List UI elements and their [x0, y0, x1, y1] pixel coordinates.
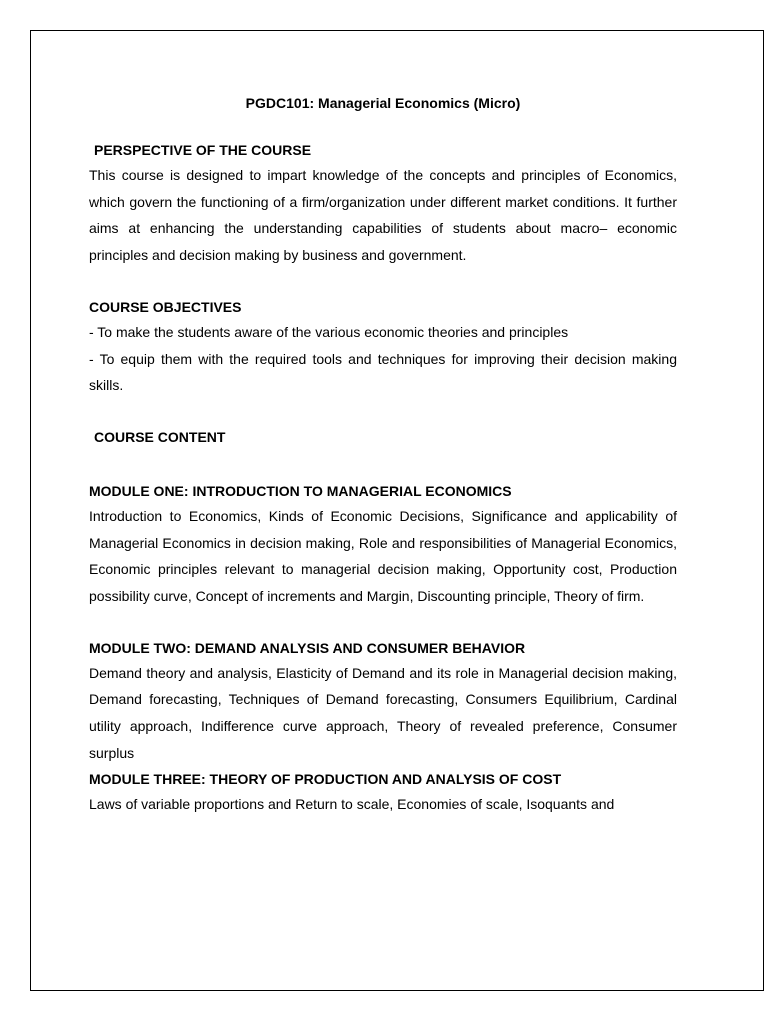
- module-heading: MODULE TWO: DEMAND ANALYSIS AND CONSUMER BEHAVIOR: [89, 639, 526, 656]
- perspective-heading: PERSPECTIVE OF THE COURSE: [94, 142, 312, 158]
- module-body: Demand theory and analysis, Elasticity of Demand and its role in Managerial decision making, Demand forecasting, Techniques of Demand forecasting, Consumers Equilibrium, Cardinal utility approach, Indifference curve approach, Theory of revealed preference, Consumer surplus: [89, 664, 677, 761]
- objective-item: - To make the students aware of the various economic theories and principles: [89, 323, 569, 340]
- spacer: [89, 449, 677, 479]
- spacer: [89, 399, 677, 425]
- spacer: [89, 269, 677, 295]
- objective-item: - To equip them with the required tools and techniques for improving their decision making skills.: [89, 350, 677, 394]
- document-body: [89, 91, 677, 817]
- module-body: Introduction to Economics, Kinds of Economic Decisions, Significance and applicability of Managerial Economics in decision making, Role and responsibilities of Managerial Economics, Economic principles relevant to managerial decision making, Opportunity cost, Production possibility curve, Concept of increments and Margin, Discounting principle, Theory of firm.: [89, 507, 677, 605]
- perspective-body: This course is designed to impart knowledge of the concepts and principles of Economics, which govern the functioning of a firm/organization under different market conditions. It further aims at enhancing the understanding capabilities of students about macro– economic principles and decision making by business and government.: [89, 167, 677, 264]
- module-heading: MODULE THREE: THEORY OF PRODUCTION AND ANALYSIS OF COST: [89, 770, 562, 787]
- module-heading: MODULE ONE: INTRODUCTION TO MANAGERIAL ECONOMICS: [89, 482, 512, 499]
- course-content-heading: COURSE CONTENT: [94, 428, 226, 445]
- module-body: Laws of variable proportions and Return to scale, Economies of scale, Isoquants and: [89, 795, 615, 812]
- spacer: [89, 610, 677, 636]
- document-title: PGDC101: Managerial Economics (Micro): [245, 95, 521, 111]
- objectives-heading: COURSE OBJECTIVES: [89, 298, 242, 315]
